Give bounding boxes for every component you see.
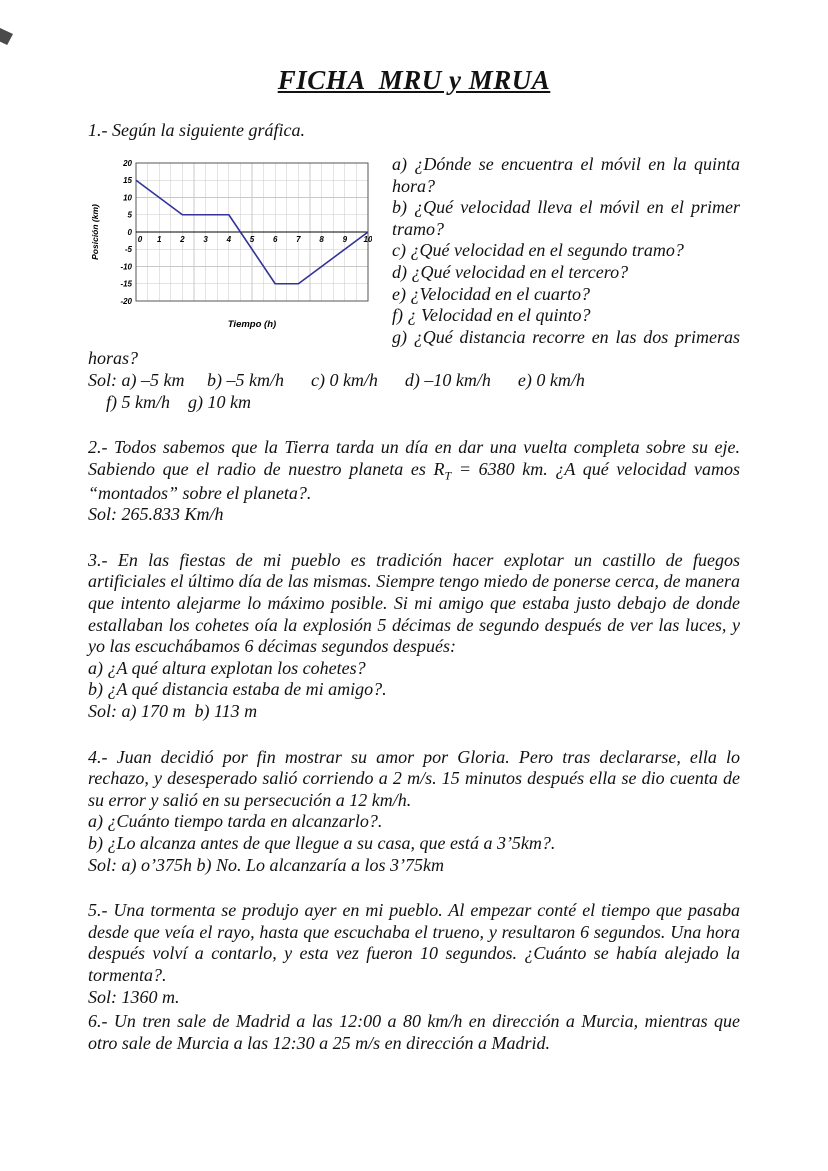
svg-text:-15: -15 [120, 279, 132, 289]
svg-text:Posición (km): Posición (km) [90, 204, 100, 260]
problem1-section [88, 154, 740, 413]
svg-text:20: 20 [123, 158, 132, 168]
problem3-question-a: a) ¿A qué altura explotan los cohetes? [88, 657, 366, 678]
svg-text:Tiempo (h): Tiempo (h) [227, 318, 277, 330]
problem2-text [88, 437, 740, 504]
svg-text:-20: -20 [120, 296, 132, 306]
problem4-text: 4.- Juan decidió por fin mostrar su amor por Gloria. Pero tras declararse, ella lo rechazo, y desesperado salió corriendo a 2 m/s. 15 minutos después ella se dio cuenta de su error y salió en su persecución a 12 km/h. [88, 746, 740, 810]
svg-text:10: 10 [363, 234, 372, 244]
svg-text:4: 4 [226, 234, 232, 244]
svg-text:-10: -10 [120, 262, 132, 272]
problem1-question-g: g) ¿Qué distancia recorre en las dos primeras horas? [88, 326, 740, 369]
problem1-question-c: c) ¿Qué velocidad en el segundo tramo? [392, 240, 684, 261]
problem4-question-a: a) ¿Cuánto tiempo tarda en alcanzarlo?. [88, 811, 383, 832]
problem5-solution: Sol: 1360 m. [88, 986, 180, 1007]
svg-text:1: 1 [156, 234, 162, 244]
position-time-chart-svg [88, 157, 372, 335]
problem1-question-e: e) ¿Velocidad en el cuarto? [392, 283, 590, 304]
problem1-solution-line1: Sol: a) –5 km b) –5 km/h c) 0 km/h d) –10 km/h e) 0 km/h [88, 369, 585, 390]
svg-text:9: 9 [342, 234, 348, 244]
problem1-graph-figure [88, 157, 384, 343]
problem1-question-b: b) ¿Qué velocidad lleva el móvil en el primer tramo? [392, 197, 740, 239]
problem6-text: 6.- Un tren sale de Madrid a las 12:00 a 80 km/h en dirección a Murcia, mientras que otro sale de Murcia a las 12:30 a 25 m/s en dirección a Madrid. [88, 1011, 740, 1053]
problem3-solution: Sol: a) 170 m b) 113 m [88, 701, 258, 722]
problem1-question-a: a) ¿Dónde se encuentra el móvil en la quinta hora? [392, 153, 740, 196]
problem5-text: 5.- Una tormenta se produjo ayer en mi pueblo. Al empezar conté el tiempo que pasaba desde que veía el rayo, hasta que escuchaba el trueno, y resultaron 6 segundos. Una hora después volví a contarlo, y esta vez fueron 10 segundos. ¿Cuánto se había alejado la tormenta?. [88, 900, 740, 985]
earth-radius-subscript: T [444, 468, 452, 483]
problem2-solution: Sol: 265.833 Km/h [88, 504, 224, 525]
svg-text:5: 5 [127, 210, 132, 220]
svg-text:7: 7 [296, 234, 301, 244]
problem4-solution: Sol: a) o’375h b) No. Lo alcanzaría a los 3’75km [88, 854, 444, 875]
problem1-solution-line2: f) 5 km/h g) 10 km [88, 391, 251, 412]
svg-text:5: 5 [249, 234, 255, 244]
svg-text:15: 15 [123, 176, 132, 186]
svg-text:10: 10 [123, 193, 132, 203]
problem1-question-d: d) ¿Qué velocidad en el tercero? [392, 261, 629, 282]
problem1-intro: 1.- Según la siguiente gráfica. [88, 120, 305, 141]
page-title: FICHA MRU y MRUA [277, 65, 551, 95]
svg-text:6: 6 [272, 234, 278, 244]
svg-text:8: 8 [319, 234, 324, 244]
problem1-question-f: f) ¿ Velocidad en el quinto? [392, 305, 591, 326]
svg-text:3: 3 [203, 234, 208, 244]
problem3-text: 3.- En las fiestas de mi pueblo es tradición hacer explotar un castillo de fuegos artificiales el último día de las mismas. Siempre tengo miedo de ponerse cerca, de manera que intento alejarme lo máximo posible. Si mi amigo que estaba justo debajo de donde estallaban los cohetes oía la explosión 5 décimas de segundo después de ver las luces, y yo las escuchábamos 6 décimas segundos después: [88, 549, 740, 657]
problem4-question-b: b) ¿Lo alcanza antes de que llegue a su casa, que está a 3’5km?. [88, 833, 556, 853]
svg-text:2: 2 [180, 234, 185, 244]
svg-text:-5: -5 [124, 245, 132, 255]
svg-text:0: 0 [137, 234, 143, 244]
problem2-text-part2: = 6380 km. ¿A qué velocidad vamos “montados” sobre el planeta?. [88, 458, 741, 503]
scan-artifact-mark [0, 28, 13, 45]
problem3-question-b: b) ¿A qué distancia estaba de mi amigo?. [88, 679, 387, 700]
problem2-text-part1: 2.- Todos sabemos que la Tierra tarda un día en dar una vuelta completa sobre su eje. Sabiendo que el radio de nuestro planeta es R [88, 437, 740, 479]
svg-text:0: 0 [127, 227, 132, 237]
